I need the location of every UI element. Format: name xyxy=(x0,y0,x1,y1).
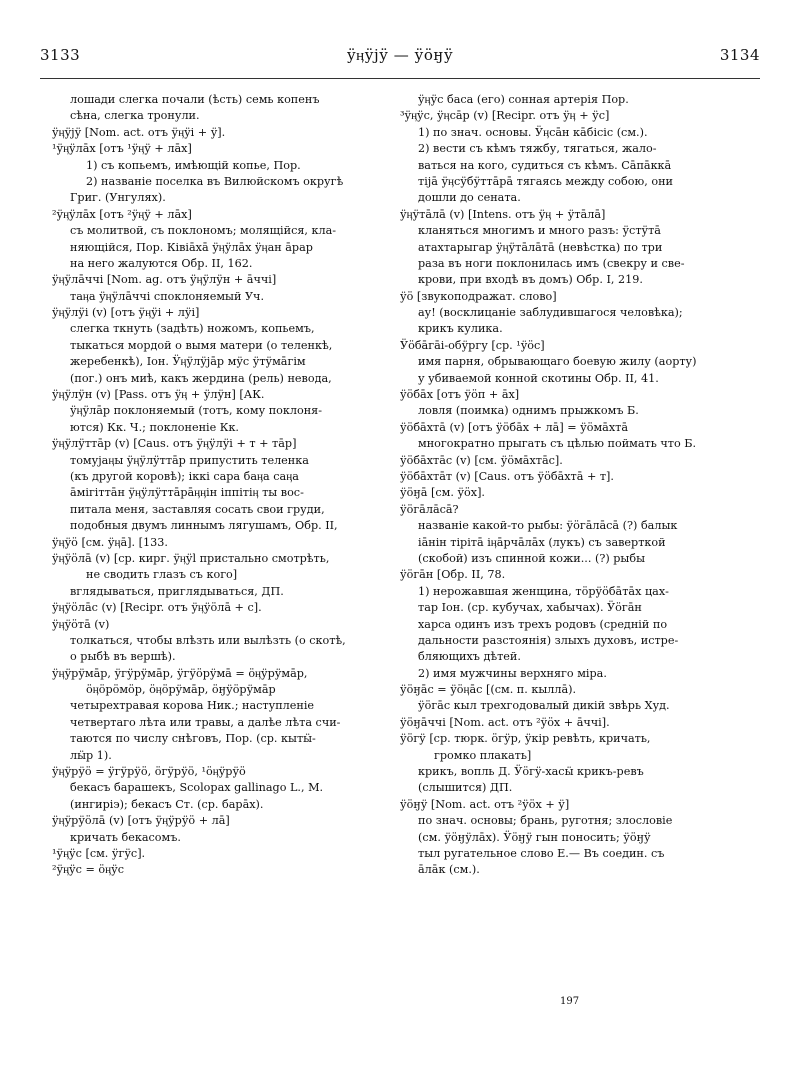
entry-text-line: четвертаго лѣта или травы, а далѣе лѣта счи- xyxy=(70,715,341,729)
entry-text-line: тыкаться мордой о вымя матери (о теленкѣ, xyxy=(70,338,333,352)
entry-text-line: о рыбѣ въ вершѣ). xyxy=(70,650,176,664)
entry-text-line: 2) названіе поселка въ Вилюйскомъ округѣ xyxy=(86,174,344,188)
entry-text-line: (къ другой коровѣ); iккi сара баӊа саӊа xyxy=(70,469,299,483)
entry-headword-line: ӱӊӱӧ [см. ӱӊā]. [133. xyxy=(52,535,168,549)
entry-text-line: не сводить глазъ съ кого] xyxy=(86,568,238,582)
entry-text-line: четырехтравая корова Ник.; наступленіе xyxy=(70,699,315,713)
entry-text-line: (см. ӱӧӈӱлāх). Ӱӧӈӱ гын поносить; ӱӧӈӱ xyxy=(418,830,651,844)
entry-headword-line: ӱӊӱӧлāс (v) [Reciрr. отъ ӱӊӱӧлā + с]. xyxy=(52,601,262,615)
page-number-left: 3133 xyxy=(40,46,81,64)
running-head: ӱӊӱјӱ — ӱӧӈӱ xyxy=(346,46,454,64)
entry-text-line: iāнiн тiрiтā iӊāрчāлāх (лукъ) съ заверткой xyxy=(418,535,666,549)
entry-text-line: раза въ ноги поклонилась имъ (свекру и све- xyxy=(418,256,685,270)
entry-text-line: ваться на кого, судиться съ кѣмъ. Сāпāккā xyxy=(418,158,672,172)
entry-text-line: вглядываться, приглядываться, ДП. xyxy=(70,584,284,598)
entry-headword-line: ӱӧбāх [отъ ӱӧп + āх] xyxy=(400,388,520,402)
entry-text-line: имя парня, обрывающаго боевую жилу (аорту) xyxy=(418,355,697,369)
entry-text-line: ются) Кк. Ч.; поклоненіе Кк. xyxy=(70,420,239,434)
entry-headword-line: ¹ӱӊӱлāх [отъ ¹ӱӊӱ + лāх] xyxy=(52,142,192,156)
entry-headword-line: ³ӱӊӱс, ӱӊсāр (v) [Reciрr. отъ ӱӊ + ӱс] xyxy=(400,109,610,123)
entry-headword-line: ӱӊӱјӱ [Nom. act. отъ ӱӊӱі + ӱ]. xyxy=(52,125,226,139)
entry-headword-line: ²ӱӊӱс = ӧӊӱс xyxy=(52,863,124,877)
entry-headword-line: ӱӊӱлӱі (v) [отъ ӱӊӱі + лӱі] xyxy=(52,306,200,320)
entry-text-line: таӊа ӱӊӱлāччi споклоняемый Уч. xyxy=(70,289,265,303)
entry-headword-line: ӱӊӱӧтā (v) xyxy=(52,617,110,631)
left-column xyxy=(52,92,392,879)
entry-text-line: подобныя двумъ линнымъ лягушамъ, Обр. II, xyxy=(70,519,338,533)
entry-headword-line: Ӱӧбāгāi-обӱргу [ср. ¹ӱӧс] xyxy=(400,338,545,352)
entry-headword-line: ӱӊӱрӱӧ = ӱгӱрӱӧ, ӧгӱрӱӧ, ¹ӧӊӱрӱӧ xyxy=(52,765,246,779)
entry-text-line: крикъ кулика. xyxy=(418,322,503,336)
entry-text-line: 1) по знач. основы. Ӱӊсāн кāбiсiс (см.). xyxy=(418,125,648,139)
entry-text-line: многократно прыгать съ цѣлью поймать что Б. xyxy=(418,437,697,451)
entry-headword-line: ӱӧгӱ [ср. тюрк. ӧгӱр, ӱкiр ревѣть, кричать, xyxy=(400,732,651,746)
entry-text-line: таются по числу снѣговъ, Пор. (ср. кытӹ- xyxy=(70,732,316,746)
entry-text-line: тар Іон. (ср. кубучах, хабычах). Ӱӧгāн xyxy=(418,601,642,615)
entry-text-line: ӱӊӱлāр поклоняемый (тотъ, кому поклоня- xyxy=(70,404,323,418)
entry-text-line: ау! (восклицаніе заблудившагося человѣка); xyxy=(418,306,683,320)
entry-text-line: громко плакать] xyxy=(434,748,532,762)
entry-text-line: ловля (поимка) однимъ прыжкомъ Б. xyxy=(418,404,639,418)
entry-headword-line: ӱӧӈā [см. ӱӧх]. xyxy=(400,486,485,500)
entry-headword-line: ӱӧбāхтāс (v) [см. ӱӧмāхтāс]. xyxy=(400,453,563,467)
entry-headword-line: ӱӧбāхтā (v) [отъ ӱӧбāх + лā] = ӱӧмāхтā xyxy=(400,420,629,434)
entry-text-line: бляющихъ дѣтей. xyxy=(418,650,521,664)
entry-text-line: сѣна, слегка тронули. xyxy=(70,109,200,123)
entry-headword-line: ²ӱӊӱлāх [отъ ²ӱӊӱ + лāх] xyxy=(52,207,192,221)
entry-text-line: ӱӧгāс кыл трехгодовалый дикій звѣрь Худ. xyxy=(418,699,670,713)
entry-headword-line: ӱӊӱрӱмāр, ӱгӱрӱмāр, ӱгӱӧрӱмā = ӧӊӱрӱмāр, xyxy=(52,666,308,680)
entry-text-line: лӹр 1). xyxy=(70,748,112,762)
entry-text-line: 1) нерожавшая женщина, тӧрӱӧбāтāх цах- xyxy=(418,584,669,598)
entry-text-line: āмiгiттāн ӱӊӱлӱттāрāӊӊiн iппiтiӊ ты вос- xyxy=(70,486,304,500)
entry-headword-line: ӱӊӱтāлā (v) [Intens. отъ ӱӊ + ӱтāлā] xyxy=(400,207,606,221)
entry-text-line: жеребенкѣ), Іон. Ӱӊӱлӱјāр мӱс ӱтӱмāгiм xyxy=(70,355,306,369)
entry-text-line: крови, при входѣ въ домъ) Обр. I, 219. xyxy=(418,273,643,287)
entry-text-line: питала меня, заставляя сосать свои груди, xyxy=(70,502,325,516)
right-column xyxy=(400,92,745,879)
entry-headword-line: ӱӧӈāччi [Nom. act. отъ ²ӱӧх + āччi]. xyxy=(400,715,610,729)
entry-text-line: Григ. (Унгулях). xyxy=(70,191,166,205)
entry-headword-line: ӱӧӈӱ [Nom. act. отъ ²ӱӧх + ӱ] xyxy=(400,797,570,811)
entry-headword-line: ӱӧгāн [Обр. II, 78. xyxy=(400,568,506,582)
entry-text-line: крикъ, вопль Д. Ӱӧгӱ-хасӹ крикъ-ревъ xyxy=(418,765,644,779)
entry-text-line: томуjаӊы ӱӊӱлӱттāр припустить теленка xyxy=(70,453,309,467)
entry-text-line: 2) вести съ кѣмъ тяжбу, тягаться, жало- xyxy=(418,142,657,156)
entry-text-line: (ингиріэ); бекасъ Ст. (ср. барāх). xyxy=(70,797,264,811)
entry-text-line: дошли до сената. xyxy=(418,191,521,205)
entry-text-line: āлāк (см.). xyxy=(418,863,480,877)
entry-text-line: съ молитвой, съ поклономъ; молящійся, кла- xyxy=(70,224,337,238)
entry-headword-line: ӱӧбāхтāт (v) [Caus. отъ ӱӧбāхтā + т]. xyxy=(400,469,614,483)
entry-headword-line: ӱӊӱлāччi [Nom. ag. отъ ӱӊӱлӱн + āччi] xyxy=(52,273,277,287)
entry-text-line: названіе какой-то рыбы: ӱӧгāлāсā (?) балык xyxy=(418,519,678,533)
entry-text-line: (скобой) изъ спинной кожи... (?) рыбы xyxy=(418,551,645,565)
folio-number: 197 xyxy=(560,996,580,1007)
entry-text-line: у убиваемой конной скотины Обр. II, 41. xyxy=(418,371,659,385)
entry-headword-line: ¹ӱӊӱс [см. ӱгӱс]. xyxy=(52,846,146,860)
entry-text-line: на него жалуются Обр. II, 162. xyxy=(70,256,253,270)
entry-headword-line: ӱӧ [звукоподражат. слово] xyxy=(400,289,557,303)
entry-text-line: тыл ругательное слово Е.— Въ соедин. съ xyxy=(418,846,665,860)
entry-headword-line: ӱӊӱрӱӧлā (v) [отъ ӱӊӱрӱӧ + лā] xyxy=(52,814,230,828)
entry-text-line: по знач. основы; брань, руготня; злословіе xyxy=(418,814,673,828)
entry-text-line: (слышится) ДП. xyxy=(418,781,513,795)
entry-text-line: ӱӊӱс баса (его) сонная артерія Пор. xyxy=(418,93,629,106)
entry-text-line: кричать бекасомъ. xyxy=(70,830,181,844)
entry-text-line: толкаться, чтобы влѣзть или вылѣзть (о скотѣ, xyxy=(70,633,346,647)
entry-text-line: харса одинъ изъ трехъ родовъ (средній по xyxy=(418,617,668,631)
entry-text-line: бекасъ барашекъ, Scolopax gallinago L., М. xyxy=(70,781,324,795)
entry-headword-line: ӱӧгāлāсā? xyxy=(400,502,459,516)
entry-text-line: ӧӊӧрӧмӧр, ӧӊӧрӱмāр, ӧӈӱӧрӱмāр xyxy=(86,683,276,697)
entry-text-line: слегка ткнуть (задѣть) ножомъ, копьемъ, xyxy=(70,322,315,336)
entry-text-line: няющійся, Пор. Кiвiāхā ӱӊӱлāх ӱӊан āрар xyxy=(70,240,313,254)
entry-text-line: атахтарыгар ӱӊӱтāлāтā (невѣстка) по три xyxy=(418,240,663,254)
entry-headword-line: ӱӧӈāс = ӱӧӊāс [(см. п. кыллā). xyxy=(400,683,577,697)
entry-text-line: 2) имя мужчины верхняго міра. xyxy=(418,666,607,680)
entry-text-line: 1) съ копьемъ, имѣющій копье, Пор. xyxy=(86,158,301,172)
page-number-right: 3134 xyxy=(719,46,760,64)
entry-text-line: дальности разстоянія) злыхъ духовъ, истре- xyxy=(418,633,679,647)
entry-headword-line: ӱӊӱлӱттāр (v) [Caus. отъ ӱӊӱлӱі + т + тāр] xyxy=(52,437,297,451)
entry-headword-line: ӱӊӱӧлā (v) [ср. кирг. ӱӊӱl пристально смотрѣть, xyxy=(52,551,330,565)
entry-text-line: тiјā ӱӊсӱбӱттāрā тягаясь между собою, они xyxy=(418,174,673,188)
entry-text-line: (пог.) онъ миѣ, какъ жердина (рель) невода, xyxy=(70,371,332,385)
header-rule xyxy=(40,78,760,79)
entry-text-line: лошади слегка почали (ѣсть) семь копенъ xyxy=(70,93,320,106)
entry-headword-line: ӱӊӱлӱн (v) [Pass. отъ ӱӊ + ӱлӱн] [АК. xyxy=(52,388,265,402)
entry-text-line: кланяться многимъ и много разъ: ӱстӱтā xyxy=(418,224,661,238)
